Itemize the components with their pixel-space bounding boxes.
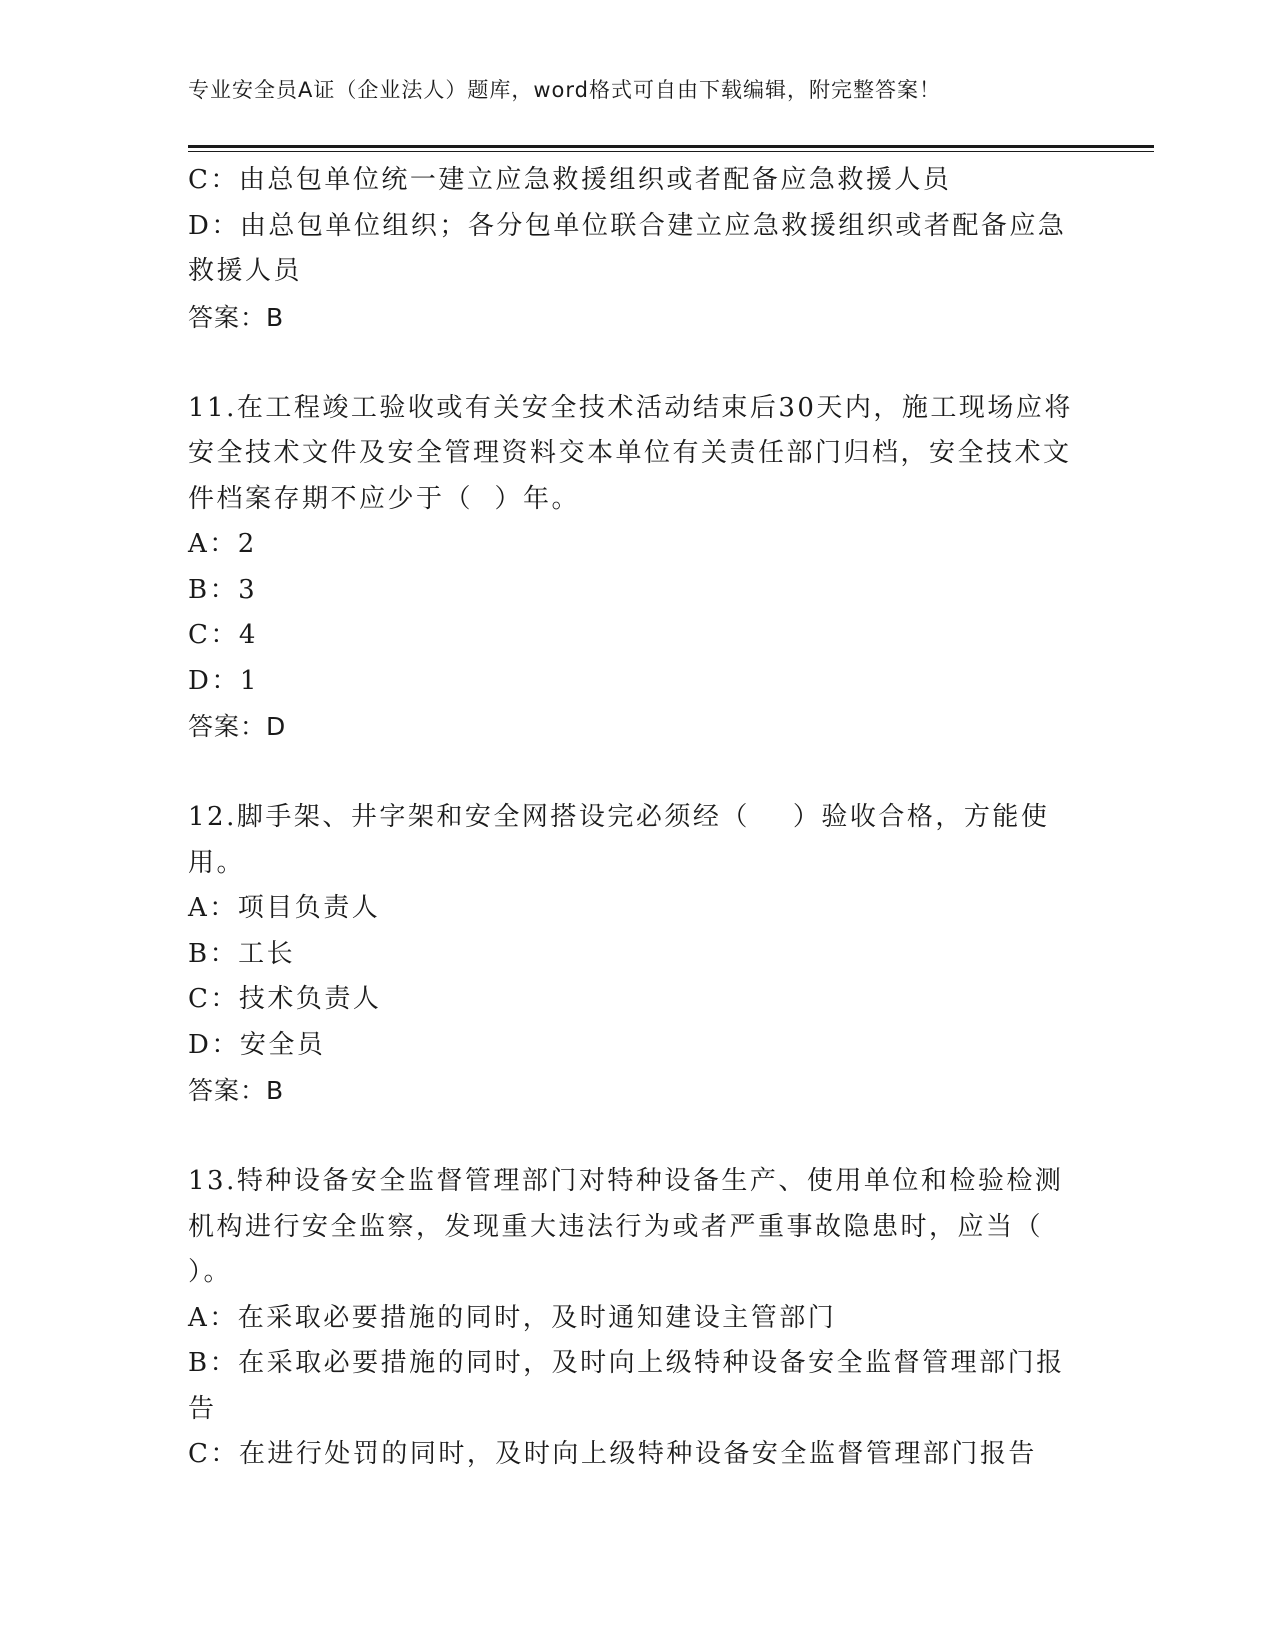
page-content (188, 158, 1078, 1478)
question-13 (188, 1159, 1078, 1478)
header-rule-thick (188, 145, 1154, 148)
option-b: B：工长 (188, 938, 296, 969)
answer: 答案：B (188, 302, 285, 332)
answer: 答案：D (188, 712, 287, 741)
option-b: B：3 (188, 574, 258, 605)
option-d: D：1 (188, 665, 259, 696)
spacer (188, 1114, 1078, 1160)
option-d: D：安全员 (188, 1029, 326, 1060)
option-a: A：2 (188, 529, 257, 559)
option-c: C：由总包单位统一建立应急救援组织或者配备应急救援人员 (188, 165, 952, 195)
question-10-continued (188, 158, 1078, 340)
spacer (188, 750, 1078, 796)
option-a: A：项目负责人 (188, 893, 381, 923)
answer: 答案：B (188, 1076, 285, 1105)
question-11 (188, 386, 1078, 750)
option-c: C：在进行处罚的同时，及时向上级特种设备安全监督管理部门报告 (188, 1439, 1037, 1469)
page-header: 专业安全员A证（企业法人）题库，word格式可自由下载编辑，附完整答案！ (188, 78, 941, 102)
question-stem: 13.特种设备安全监督管理部门对特种设备生产、使用单位和检验检测机构进行安全监察，发现重大违法行为或者严重事故隐患时，应当（ ）。 (188, 1166, 1065, 1287)
option-b: B：在采取必要措施的同时，及时向上级特种设备安全监督管理部门报告 (188, 1348, 1065, 1424)
header-rule-thin (188, 151, 1154, 152)
option-a: A：在采取必要措施的同时，及时通知建设主管部门 (188, 1302, 837, 1333)
spacer (188, 340, 1078, 386)
option-d: D：由总包单位组织；各分包单位联合建立应急救援组织或者配备应急救援人员 (188, 210, 1067, 286)
question-12 (188, 795, 1078, 1114)
question-stem: 12.脚手架、井字架和安全网搭设完必须经（ ）验收合格，方能使用。 (188, 802, 1050, 878)
option-c: C：技术负责人 (188, 984, 382, 1014)
option-c: C：4 (188, 620, 258, 650)
question-stem: 11.在工程竣工验收或有关安全技术活动结束后30天内，施工现场应将安全技术文件及安全管理资料交本单位有关责任部门归档，安全技术文件档案存期不应少于（ ）年。 (188, 392, 1073, 514)
